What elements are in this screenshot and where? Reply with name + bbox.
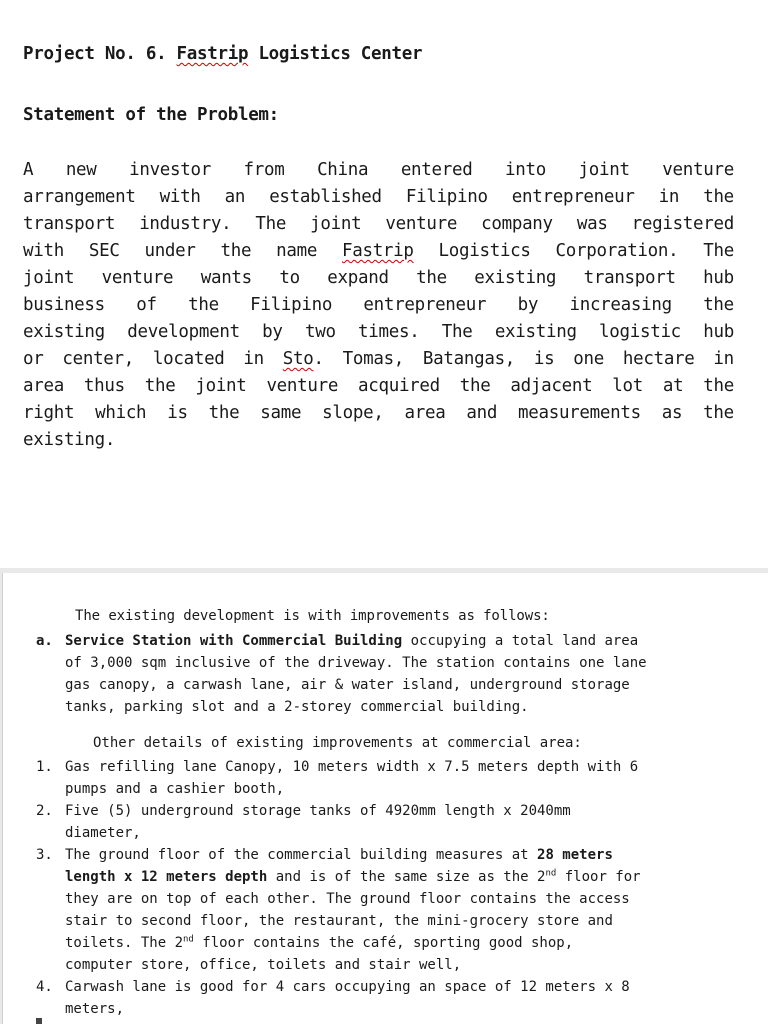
list-item bbox=[36, 756, 724, 800]
list-item: 3. The ground floor of the commercial building measures at 28 meters length x 12 meters depth and is of the same size as the 2nd floor for they are on top of each other. The ground floor contains the access stair to second floor, the restaurant, the mini-grocery store and toilets. The 2nd floor contains the café, sporting good shop, computer store, office, toilets and stair well, bbox=[36, 844, 724, 976]
title-prefix: Project No. 6. bbox=[23, 44, 177, 64]
other-details-heading: Other details of existing improvements at commercial area: bbox=[93, 735, 582, 751]
list-item-number: 4. bbox=[36, 979, 53, 995]
details-list bbox=[36, 756, 724, 1020]
list-item-line: computer store, office, toilets and stair well, bbox=[65, 957, 462, 973]
paragraph-line: A new investor from China entered into joint venture bbox=[23, 160, 734, 180]
text-cursor-marker bbox=[36, 1018, 42, 1024]
list-item-line: stair to second floor, the restaurant, the mini-grocery store and bbox=[65, 913, 613, 929]
section-a-bold: Service Station with Commercial Building bbox=[65, 633, 403, 649]
problem-heading: Statement of the Problem: bbox=[23, 105, 279, 125]
list-item-line: they are on top of each other. The ground floor contains the access bbox=[65, 891, 630, 907]
list-item-line: diameter, bbox=[65, 825, 141, 841]
section-a-line: gas canopy, a carwash lane, air & water island, underground storage bbox=[65, 677, 630, 693]
paragraph-line: with SEC under the name Fastrip Logistics Corporation. The bbox=[23, 241, 734, 261]
paragraph-line: existing development by two times. The existing logistic hub bbox=[23, 322, 734, 342]
paragraph-line: joint venture wants to expand the existing transport hub bbox=[23, 268, 734, 288]
paragraph-line: arrangement with an established Filipino entrepreneur in the bbox=[23, 187, 734, 207]
paragraph-line: business of the Filipino entrepreneur by increasing the bbox=[23, 295, 734, 315]
list-item bbox=[36, 800, 724, 844]
paragraph-line: existing. bbox=[23, 430, 116, 450]
list-item-line: pumps and a cashier booth, bbox=[65, 781, 285, 797]
paragraph-line: area thus the joint venture acquired the adjacent lot at the bbox=[23, 376, 734, 396]
paragraph-line: or center, located in Sto. Tomas, Batangas, is one hectare in bbox=[23, 349, 734, 369]
list-item-line: meters, bbox=[65, 1001, 125, 1017]
paragraph-line: right which is the same slope, area and measurements as the bbox=[23, 403, 734, 423]
list-item-line: Carwash lane is good for 4 cars occupying an space of 12 meters x 8 bbox=[65, 979, 630, 995]
title-suffix: Logistics Center bbox=[248, 44, 423, 64]
list-item-number: 3. bbox=[36, 847, 53, 863]
section-a-body: Service Station with Commercial Building occupying a total land area of 3,000 sqm inclusive of the driveway. The station contains one lane gas canopy, a carwash lane, air & water island, underground storage tanks, parking slot and a 2-storey commercial building. bbox=[65, 630, 724, 718]
section-a bbox=[36, 630, 724, 718]
section-a-marker: a. bbox=[36, 633, 53, 649]
list-item bbox=[36, 976, 724, 1020]
list-item-line: Gas refilling lane Canopy, 10 meters width x 7.5 meters depth with 6 bbox=[65, 759, 639, 775]
improvements-intro: The existing development is with improvements as follows: bbox=[75, 608, 550, 624]
project-title bbox=[23, 44, 422, 64]
title-spellcheck-word: Fastrip bbox=[176, 44, 249, 64]
problem-paragraph bbox=[23, 157, 734, 454]
section-a-line: of 3,000 sqm inclusive of the driveway. The station contains one lane bbox=[65, 655, 647, 671]
section-a-line: tanks, parking slot and a 2-storey commercial building. bbox=[65, 699, 529, 715]
list-item-number: 2. bbox=[36, 803, 53, 819]
list-item-line: Five (5) underground storage tanks of 4920mm length x 2040mm bbox=[65, 803, 571, 819]
list-item-number: 1. bbox=[36, 759, 53, 775]
paragraph-line: transport industry. The joint venture company was registered bbox=[23, 214, 734, 234]
